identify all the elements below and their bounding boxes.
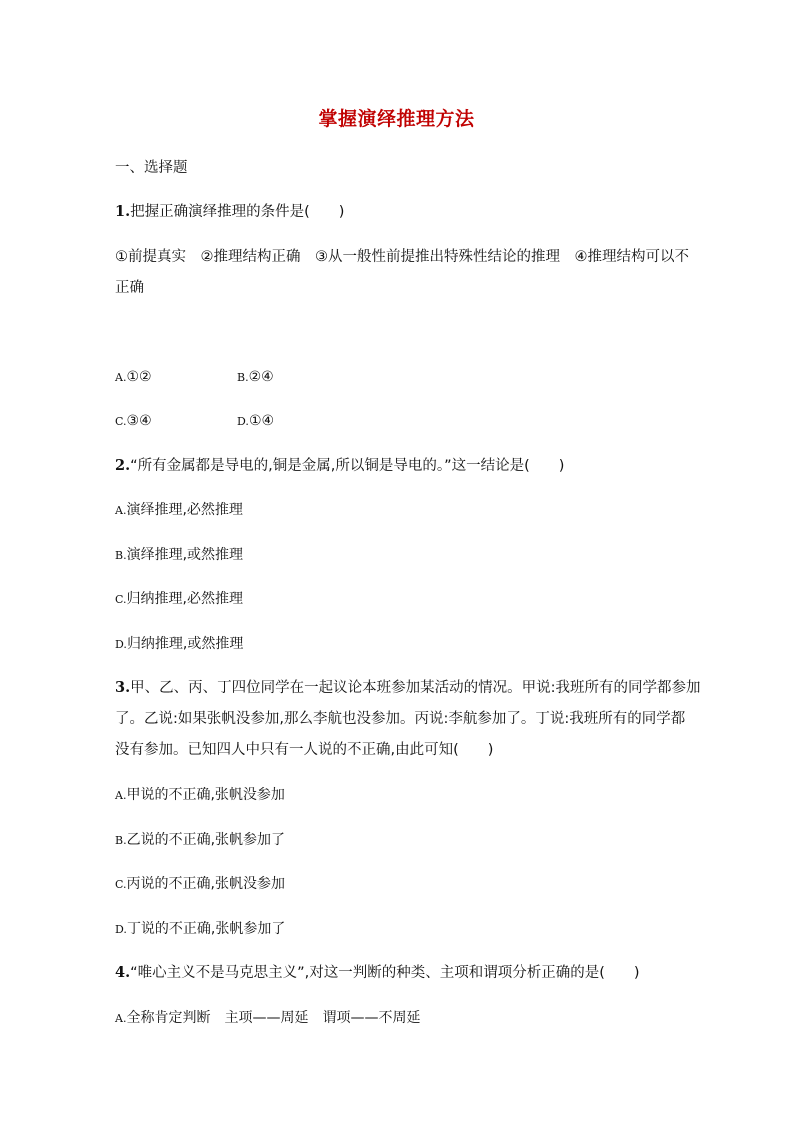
- question-number: 4.: [115, 964, 131, 981]
- option-d: D.归纳推理,或然推理: [115, 636, 244, 652]
- option-b: B.演绎推理,或然推理: [115, 547, 244, 563]
- question-1-statement-line: ①前提真实 ②推理结构正确 ③从一般性前提推出特殊性结论的推理 ④推理结构可以不: [115, 249, 689, 265]
- question-number: 2.: [115, 457, 131, 474]
- option-b: B.②④: [237, 369, 274, 385]
- question-4: [115, 963, 640, 983]
- question-stem: “唯心主义不是马克思主义”,对这一判断的种类、主项和谓项分析正确的是( ): [130, 965, 640, 981]
- option-c: C.丙说的不正确,张帆没参加: [115, 876, 285, 892]
- question-stem-line: 了。乙说:如果张帆没参加,那么李航也没参加。丙说:李航参加了。丁说:我班所有的同学都: [115, 711, 686, 727]
- question-2: [115, 456, 564, 476]
- option-d: D.丁说的不正确,张帆参加了: [115, 921, 286, 937]
- question-stem-line: 没有参加。已知四人中只有一人说的不正确,由此可知( ): [115, 742, 494, 758]
- question-stem: “所有金属都是导电的,铜是金属,所以铜是导电的。”这一结论是( ): [130, 458, 565, 474]
- page-title: 掌握演绎推理方法: [318, 108, 475, 130]
- option-a: A.全称肯定判断 主项——周延 谓项——不周延: [115, 1010, 421, 1026]
- question-stem: 把握正确演绎推理的条件是( ): [130, 204, 345, 220]
- question-stem-line: 甲、乙、丙、丁四位同学在一起议论本班参加某活动的情况。甲说:我班所有的同学都参加: [130, 680, 701, 696]
- question-number: 1.: [115, 203, 131, 220]
- section-heading: 一、选择题: [115, 160, 188, 176]
- option-a: A.甲说的不正确,张帆没参加: [115, 787, 285, 803]
- question-3: [115, 678, 701, 698]
- option-a: A.①②: [115, 369, 152, 385]
- option-b: B.乙说的不正确,张帆参加了: [115, 832, 286, 848]
- question-1: [115, 202, 344, 222]
- option-c: C.③④: [115, 413, 152, 429]
- question-1-statement-line: 正确: [115, 280, 144, 296]
- option-d: D.①④: [237, 413, 275, 429]
- option-a: A.演绎推理,必然推理: [115, 502, 243, 518]
- option-c: C.归纳推理,必然推理: [115, 591, 243, 607]
- question-number: 3.: [115, 679, 131, 696]
